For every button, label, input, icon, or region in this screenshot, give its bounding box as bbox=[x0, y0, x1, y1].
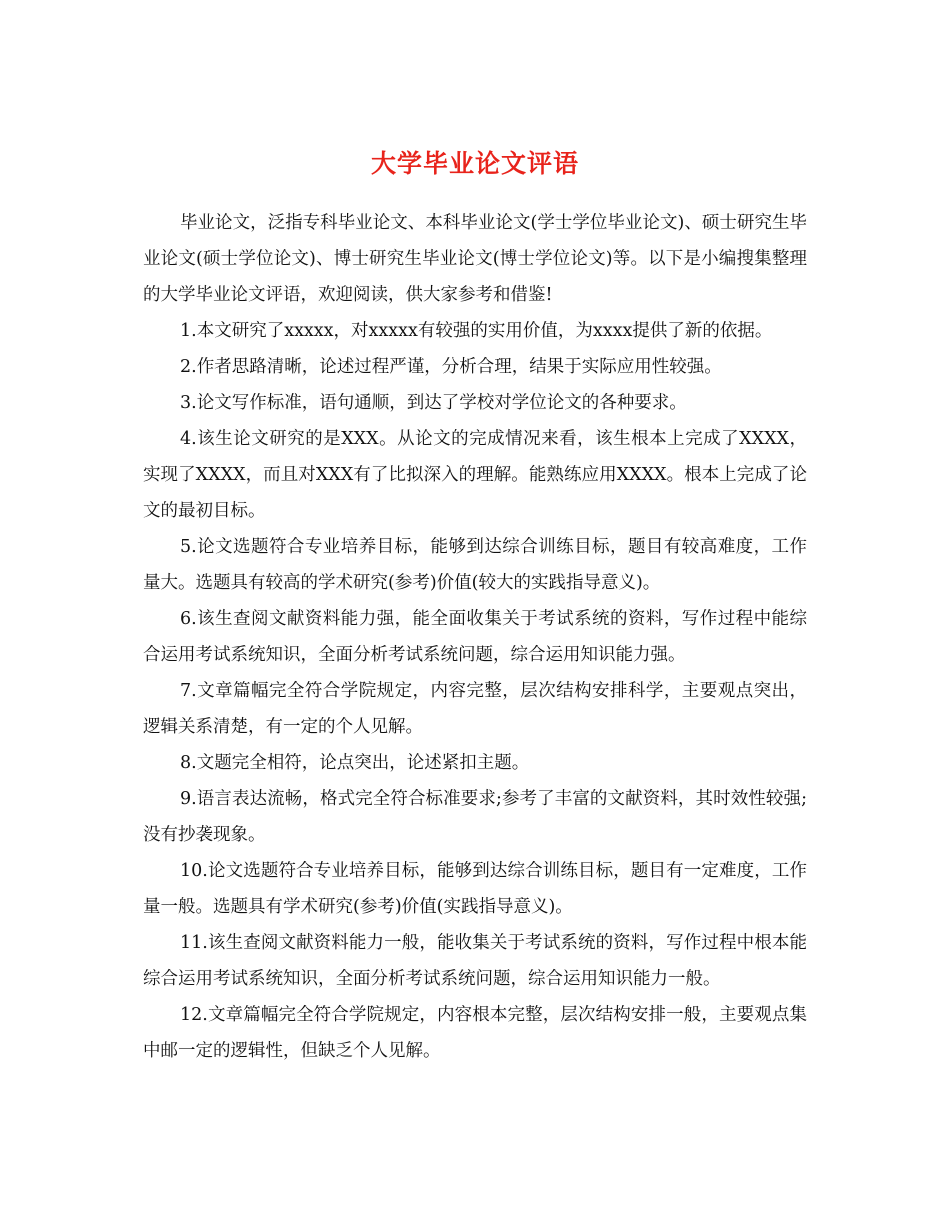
comment-item-2: 2.作者思路清晰，论述过程严谨，分析合理，结果于实际应用性较强。 bbox=[180, 357, 722, 377]
comment-item-5: 5.论文选题符合专业培养目标，能够到达综合训练目标，题目有较高难度，工作量大。选题具有较高的学术研究(参考)价值(较大的实践指导意义)。 bbox=[143, 537, 807, 593]
comment-item-4: 4.该生论文研究的是XXX。从论文的完成情况来看，该生根本上完成了XXXX，实现了XXXX，而且对XXX有了比拟深入的理解。能熟练应用XXXX。根本上完成了论文的最初目标。 bbox=[143, 429, 807, 521]
comment-item-6: 6.该生查阅文献资料能力强，能全面收集关于考试系统的资料，写作过程中能综合运用考试系统知识，全面分析考试系统问题，综合运用知识能力强。 bbox=[143, 609, 807, 665]
comment-item-11: 11.该生查阅文献资料能力一般，能收集关于考试系统的资料，写作过程中根本能综合运用考试系统知识，全面分析考试系统问题，综合运用知识能力一般。 bbox=[143, 933, 807, 989]
comment-item-9: 9.语言表达流畅，格式完全符合标准要求;参考了丰富的文献资料，其时效性较强;没有抄袭现象。 bbox=[143, 789, 807, 845]
comment-item-12: 12.文章篇幅完全符合学院规定，内容根本完整，层次结构安排一般，主要观点集中邮一定的逻辑性，但缺乏个人见解。 bbox=[143, 1005, 807, 1061]
document-body bbox=[143, 205, 807, 1069]
comment-item-10: 10.论文选题符合专业培养目标，能够到达综合训练目标，题目有一定难度，工作量一般。选题具有学术研究(参考)价值(实践指导意义)。 bbox=[143, 861, 807, 917]
document-title: 大学毕业论文评语 bbox=[370, 148, 579, 178]
comment-item-8: 8.文题完全相符，论点突出，论述紧扣主题。 bbox=[180, 753, 530, 773]
comment-item-1: 1.本文研究了xxxxx，对xxxxx有较强的实用价值，为xxxx提供了新的依据。 bbox=[180, 321, 773, 341]
comment-item-7: 7.文章篇幅完全符合学院规定，内容完整，层次结构安排科学，主要观点突出，逻辑关系清楚，有一定的个人见解。 bbox=[143, 681, 807, 737]
comment-item-3: 3.论文写作标准，语句通顺，到达了学校对学位论文的各种要求。 bbox=[180, 393, 687, 413]
intro-paragraph: 毕业论文，泛指专科毕业论文、本科毕业论文(学士学位毕业论文)、硕士研究生毕业论文(硕士学位论文)、博士研究生毕业论文(博士学位论文)等。以下是小编搜集整理的大学毕业论文评语，欢迎阅读，供大家参考和借鉴! bbox=[143, 213, 807, 305]
